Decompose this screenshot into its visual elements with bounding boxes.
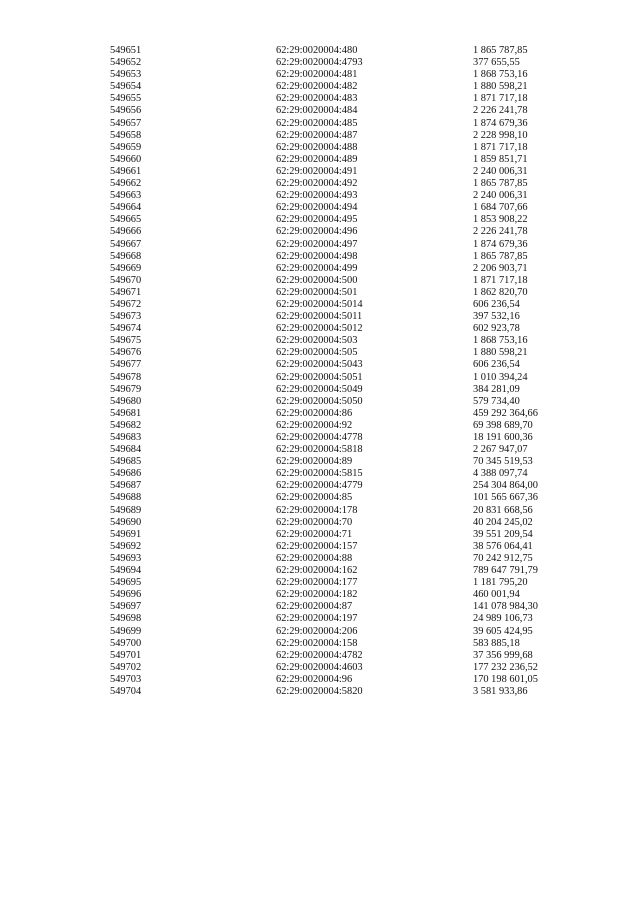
cadastral-number: 62:29:0020004:206: [276, 625, 358, 637]
cadastral-number: 62:29:0020004:483: [276, 93, 358, 105]
row-number: 549651: [110, 45, 142, 56]
table-row: [0, 130, 640, 142]
row-number: 549661: [110, 165, 142, 177]
row-number: 549673: [110, 311, 142, 323]
table-row: [0, 662, 640, 674]
row-number: 549691: [110, 528, 142, 540]
cadastral-number: 62:29:0020004:5820: [276, 685, 363, 697]
cadastral-number: 62:29:0020004:92: [276, 419, 353, 431]
row-number: 549677: [110, 359, 142, 371]
cadastral-number: 62:29:0020004:498: [276, 250, 358, 262]
cadastral-number: 62:29:0020004:177: [276, 577, 358, 589]
cadastral-value: 1 865 787,85: [473, 250, 528, 262]
row-number: 549697: [110, 601, 142, 613]
cadastral-value: 2 228 998,10: [473, 129, 528, 141]
cadastral-value: 40 204 245,02: [473, 516, 533, 528]
table-row: [0, 480, 640, 492]
cadastral-number: 62:29:0020004:4778: [276, 432, 363, 443]
row-number: 549657: [110, 117, 142, 129]
cadastral-value: 254 304 864,00: [473, 480, 538, 492]
table-row: [0, 57, 640, 69]
table-row: [0, 323, 640, 335]
table-row: [0, 384, 640, 396]
row-number: 549686: [110, 468, 142, 480]
row-number: 549699: [110, 625, 142, 637]
row-number: 549652: [110, 57, 142, 69]
cadastral-value: 170 198 601,05: [473, 673, 538, 685]
cadastral-number: 62:29:0020004:5014: [276, 298, 363, 310]
table-row: [0, 420, 640, 432]
cadastral-value: 1 859 851,71: [473, 153, 528, 165]
table-row: [0, 686, 640, 698]
cadastral-value: 583 885,18: [473, 637, 520, 649]
cadastral-number: 62:29:0020004:494: [276, 202, 358, 214]
table-row: [0, 553, 640, 565]
cadastral-value: 1 880 598,21: [473, 81, 528, 93]
table-row: [0, 142, 640, 154]
cadastral-number: 62:29:0020004:489: [276, 153, 358, 165]
cadastral-number: 62:29:0020004:5043: [276, 359, 363, 371]
cadastral-number: 62:29:0020004:484: [276, 105, 358, 117]
table-row: [0, 287, 640, 299]
row-number: 549685: [110, 456, 142, 468]
cadastral-number: 62:29:0020004:487: [276, 129, 358, 141]
cadastral-value: 18 191 600,36: [473, 432, 533, 443]
table-row: [0, 166, 640, 178]
table-row: [0, 275, 640, 287]
cadastral-value: 3 581 933,86: [473, 685, 528, 697]
cadastral-number: 62:29:0020004:495: [276, 214, 358, 226]
row-number: 549668: [110, 250, 142, 262]
table-row: [0, 372, 640, 384]
table-row: [0, 45, 640, 57]
cadastral-value: 38 576 064,41: [473, 540, 533, 552]
cadastral-number: 62:29:0020004:85: [276, 492, 353, 504]
table-row: [0, 517, 640, 529]
cadastral-number: 62:29:0020004:178: [276, 504, 358, 516]
table-row: [0, 613, 640, 625]
table-row: [0, 263, 640, 275]
row-number: 549698: [110, 613, 142, 625]
row-number: 549684: [110, 444, 142, 456]
row-number: 549664: [110, 202, 142, 214]
cadastral-value: 39 605 424,95: [473, 625, 533, 637]
table-row: [0, 347, 640, 359]
table-row: [0, 251, 640, 263]
row-number: 549660: [110, 153, 142, 165]
cadastral-number: 62:29:0020004:71: [276, 528, 353, 540]
cadastral-number: 62:29:0020004:499: [276, 262, 358, 274]
cadastral-number: 62:29:0020004:86: [276, 407, 353, 419]
cadastral-value: 377 655,55: [473, 57, 520, 69]
cadastral-number: 62:29:0020004:488: [276, 141, 358, 153]
table-row: [0, 650, 640, 662]
table-row: [0, 396, 640, 408]
cadastral-value: 2 267 947,07: [473, 444, 528, 456]
table-row: [0, 456, 640, 468]
cadastral-number: 62:29:0020004:70: [276, 516, 353, 528]
cadastral-number: 62:29:0020004:491: [276, 165, 358, 177]
table-row: [0, 589, 640, 601]
row-number: 549666: [110, 226, 142, 238]
cadastral-value: 1 871 717,18: [473, 93, 528, 105]
row-number: 549688: [110, 492, 142, 504]
cadastral-value: 4 388 097,74: [473, 468, 528, 480]
cadastral-number: 62:29:0020004:182: [276, 589, 358, 601]
table-row: [0, 444, 640, 456]
table-row: [0, 118, 640, 130]
row-number: 549689: [110, 504, 142, 516]
row-number: 549669: [110, 262, 142, 274]
table-row: [0, 468, 640, 480]
table-row: [0, 432, 640, 444]
data-table: [0, 45, 640, 698]
table-row: [0, 601, 640, 613]
cadastral-value: 2 240 006,31: [473, 165, 528, 177]
cadastral-number: 62:29:0020004:4782: [276, 649, 363, 661]
cadastral-value: 1 862 820,70: [473, 286, 528, 298]
row-number: 549654: [110, 81, 142, 93]
row-number: 549653: [110, 69, 142, 81]
cadastral-value: 384 281,09: [473, 383, 520, 395]
cadastral-value: 460 001,94: [473, 589, 520, 601]
table-row: [0, 178, 640, 190]
table-row: [0, 93, 640, 105]
row-number: 549670: [110, 274, 142, 286]
row-number: 549695: [110, 577, 142, 589]
table-row: [0, 638, 640, 650]
cadastral-value: 602 923,78: [473, 323, 520, 335]
row-number: 549679: [110, 383, 142, 395]
cadastral-number: 62:29:0020004:5011: [276, 311, 363, 323]
table-row: [0, 335, 640, 347]
row-number: 549704: [110, 685, 142, 697]
row-number: 549692: [110, 540, 142, 552]
cadastral-number: 62:29:0020004:197: [276, 613, 358, 625]
row-number: 549683: [110, 432, 142, 443]
cadastral-value: 1 874 679,36: [473, 238, 528, 250]
row-number: 549682: [110, 419, 142, 431]
row-number: 549680: [110, 395, 142, 407]
cadastral-value: 1 868 753,16: [473, 69, 528, 81]
cadastral-value: 141 078 984,30: [473, 601, 538, 613]
row-number: 549694: [110, 565, 142, 577]
cadastral-value: 789 647 791,79: [473, 565, 538, 577]
table-row: [0, 626, 640, 638]
cadastral-value: 606 236,54: [473, 298, 520, 310]
cadastral-number: 62:29:0020004:157: [276, 540, 358, 552]
table-row: [0, 541, 640, 553]
row-number: 549702: [110, 661, 142, 673]
cadastral-number: 62:29:0020004:4779: [276, 480, 363, 492]
cadastral-number: 62:29:0020004:87: [276, 601, 353, 613]
row-number: 549655: [110, 93, 142, 105]
row-number: 549662: [110, 178, 142, 190]
cadastral-value: 1 868 753,16: [473, 335, 528, 347]
cadastral-value: 101 565 667,36: [473, 492, 538, 504]
table-row: [0, 492, 640, 504]
cadastral-value: 69 398 689,70: [473, 419, 533, 431]
cadastral-number: 62:29:0020004:485: [276, 117, 358, 129]
cadastral-number: 62:29:0020004:480: [276, 45, 358, 56]
row-number: 549672: [110, 298, 142, 310]
row-number: 549667: [110, 238, 142, 250]
cadastral-number: 62:29:0020004:501: [276, 286, 358, 298]
cadastral-value: 1 874 679,36: [473, 117, 528, 129]
row-number: 549696: [110, 589, 142, 601]
row-number: 549675: [110, 335, 142, 347]
cadastral-number: 62:29:0020004:88: [276, 552, 353, 564]
cadastral-value: 459 292 364,66: [473, 407, 538, 419]
row-number: 549656: [110, 105, 142, 117]
cadastral-value: 37 356 999,68: [473, 649, 533, 661]
cadastral-number: 62:29:0020004:492: [276, 178, 358, 190]
cadastral-number: 62:29:0020004:4793: [276, 57, 363, 69]
table-row: [0, 190, 640, 202]
cadastral-number: 62:29:0020004:5012: [276, 323, 363, 335]
table-row: [0, 214, 640, 226]
cadastral-value: 1 880 598,21: [473, 347, 528, 359]
cadastral-value: 70 345 519,53: [473, 456, 533, 468]
cadastral-number: 62:29:0020004:493: [276, 190, 358, 202]
cadastral-number: 62:29:0020004:4603: [276, 661, 363, 673]
cadastral-number: 62:29:0020004:5050: [276, 395, 363, 407]
cadastral-value: 2 226 241,78: [473, 105, 528, 117]
row-number: 549703: [110, 673, 142, 685]
table-row: [0, 408, 640, 420]
cadastral-number: 62:29:0020004:505: [276, 347, 358, 359]
cadastral-number: 62:29:0020004:96: [276, 673, 353, 685]
cadastral-value: 606 236,54: [473, 359, 520, 371]
table-row: [0, 299, 640, 311]
row-number: 549658: [110, 129, 142, 141]
cadastral-number: 62:29:0020004:496: [276, 226, 358, 238]
cadastral-value: 1 853 908,22: [473, 214, 528, 226]
cadastral-number: 62:29:0020004:5051: [276, 371, 363, 383]
table-row: [0, 81, 640, 93]
table-row: [0, 359, 640, 371]
table-row: [0, 565, 640, 577]
cadastral-value: 1 010 394,24: [473, 371, 528, 383]
table-row: [0, 69, 640, 81]
cadastral-number: 62:29:0020004:481: [276, 69, 358, 81]
table-row: [0, 674, 640, 686]
cadastral-number: 62:29:0020004:500: [276, 274, 358, 286]
cadastral-number: 62:29:0020004:89: [276, 456, 353, 468]
table-row: [0, 202, 640, 214]
row-number: 549665: [110, 214, 142, 226]
cadastral-value: 1 871 717,18: [473, 274, 528, 286]
cadastral-value: 20 831 668,56: [473, 504, 533, 516]
row-number: 549659: [110, 141, 142, 153]
cadastral-number: 62:29:0020004:482: [276, 81, 358, 93]
cadastral-value: 70 242 912,75: [473, 552, 533, 564]
table-row: [0, 529, 640, 541]
table-row: [0, 505, 640, 517]
table-row: [0, 226, 640, 238]
row-number: 549700: [110, 637, 142, 649]
cadastral-value: 1 865 787,85: [473, 178, 528, 190]
row-number: 549690: [110, 516, 142, 528]
cadastral-value: 2 226 241,78: [473, 226, 528, 238]
cadastral-value: 1 181 795,20: [473, 577, 528, 589]
cadastral-value: 2 240 006,31: [473, 190, 528, 202]
cadastral-value: 1 871 717,18: [473, 141, 528, 153]
row-number: 549681: [110, 407, 142, 419]
table-row: [0, 311, 640, 323]
row-number: 549687: [110, 480, 142, 492]
table-row: [0, 577, 640, 589]
cadastral-value: 579 734,40: [473, 395, 520, 407]
cadastral-value: 1 865 787,85: [473, 45, 528, 56]
cadastral-number: 62:29:0020004:503: [276, 335, 358, 347]
cadastral-value: 397 532,16: [473, 311, 520, 323]
row-number: 549676: [110, 347, 142, 359]
cadastral-number: 62:29:0020004:158: [276, 637, 358, 649]
row-number: 549674: [110, 323, 142, 335]
cadastral-number: 62:29:0020004:162: [276, 565, 358, 577]
cadastral-value: 24 989 106,73: [473, 613, 533, 625]
cadastral-value: 177 232 236,52: [473, 661, 538, 673]
row-number: 549663: [110, 190, 142, 202]
table-row: [0, 154, 640, 166]
cadastral-value: 1 684 707,66: [473, 202, 528, 214]
row-number: 549671: [110, 286, 142, 298]
cadastral-number: 62:29:0020004:5818: [276, 444, 363, 456]
cadastral-number: 62:29:0020004:497: [276, 238, 358, 250]
cadastral-number: 62:29:0020004:5815: [276, 468, 363, 480]
table-row: [0, 105, 640, 117]
cadastral-number: 62:29:0020004:5049: [276, 383, 363, 395]
row-number: 549678: [110, 371, 142, 383]
cadastral-value: 2 206 903,71: [473, 262, 528, 274]
cadastral-value: 39 551 209,54: [473, 528, 533, 540]
table-row: [0, 239, 640, 251]
row-number: 549693: [110, 552, 142, 564]
row-number: 549701: [110, 649, 142, 661]
